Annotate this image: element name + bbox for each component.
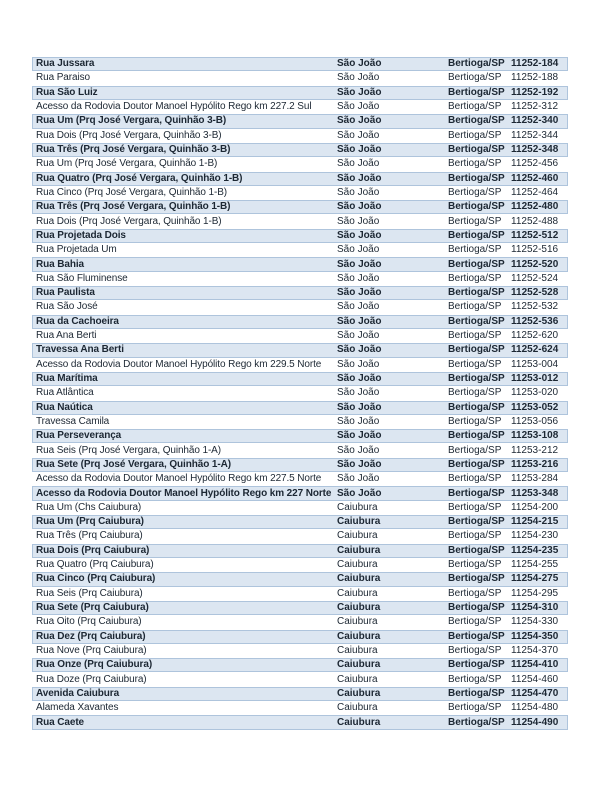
table-row: [32, 630, 568, 644]
street-name-cell: Rua Três (Prq José Vergara, Quinhão 1-B): [36, 201, 231, 213]
table-row: [32, 386, 568, 400]
cep-cell: 11252-520: [511, 258, 559, 270]
cep-cell: 11253-012: [511, 373, 559, 385]
district-cell: São João: [337, 358, 380, 370]
table-row: [32, 71, 568, 85]
table-row: [32, 358, 568, 372]
street-name-cell: Rua Dois (Prq Caiubura): [36, 544, 150, 556]
district-cell: Caiubura: [337, 516, 381, 528]
street-name-cell: Rua Bahia: [36, 258, 85, 270]
table-row: [32, 529, 568, 543]
district-cell: Caiubura: [337, 544, 381, 556]
street-name-cell: Rua Ana Berti: [36, 330, 97, 342]
city-state-cell: Bertioga/SP: [448, 72, 502, 84]
street-name-cell: Rua Marítima: [36, 373, 98, 385]
cep-cell: 11254-200: [511, 501, 559, 513]
street-name-cell: Rua São Luiz: [36, 86, 98, 98]
district-cell: São João: [337, 258, 382, 270]
cep-cell: 11254-235: [511, 544, 559, 556]
city-state-cell: Bertioga/SP: [448, 115, 505, 127]
street-name-cell: Rua da Cachoeira: [36, 315, 119, 327]
cep-cell: 11254-370: [511, 644, 559, 656]
district-cell: Caiubura: [337, 602, 381, 614]
cep-cell: 11254-480: [511, 702, 559, 714]
table-row: [32, 658, 568, 672]
cep-cell: 11253-108: [511, 430, 559, 442]
street-name-cell: Rua Seis (Prq José Vergara, Quinhão 1-A): [36, 444, 221, 456]
street-name-cell: Rua São Fluminense: [36, 272, 128, 284]
street-name-cell: Acesso da Rodovia Doutor Manoel Hypólito Rego km 227 Norte: [36, 487, 332, 499]
table-row: [32, 644, 568, 658]
cep-cell: 11253-020: [511, 387, 559, 399]
table-row: [32, 300, 568, 314]
table-row: [32, 572, 568, 586]
street-name-cell: Rua Jussara: [36, 58, 95, 70]
city-state-cell: Bertioga/SP: [448, 430, 505, 442]
district-cell: São João: [337, 444, 380, 456]
street-name-cell: Rua Projetada Um: [36, 244, 117, 256]
street-name-cell: Acesso da Rodovia Doutor Manoel Hypólito Rego km 227.5 Norte: [36, 473, 322, 485]
street-name-cell: Rua Dez (Prq Caiubura): [36, 630, 146, 642]
cep-cell: 11254-295: [511, 587, 559, 599]
city-state-cell: Bertioga/SP: [448, 516, 505, 528]
street-name-cell: Rua Paulista: [36, 287, 95, 299]
table-row: [32, 229, 568, 243]
cep-cell: 11252-192: [511, 86, 559, 98]
city-state-cell: Bertioga/SP: [448, 244, 502, 256]
district-cell: São João: [337, 487, 382, 499]
table-row: [32, 687, 568, 701]
city-state-cell: Bertioga/SP: [448, 358, 502, 370]
cep-cell: 11253-052: [511, 401, 559, 413]
street-name-cell: Rua Seis (Prq Caiubura): [36, 587, 143, 599]
district-cell: Caiubura: [337, 673, 378, 685]
table-row: [32, 715, 568, 729]
table-row: [32, 429, 568, 443]
street-name-cell: Travessa Camila: [36, 415, 110, 427]
city-state-cell: Bertioga/SP: [448, 659, 505, 671]
table-row: [32, 544, 568, 558]
city-state-cell: Bertioga/SP: [448, 473, 502, 485]
cep-cell: 11254-350: [511, 630, 559, 642]
city-state-cell: Bertioga/SP: [448, 101, 502, 113]
cep-cell: 11254-330: [511, 616, 559, 628]
cep-cell: 11252-488: [511, 215, 559, 227]
city-state-cell: Bertioga/SP: [448, 401, 505, 413]
city-state-cell: Bertioga/SP: [448, 387, 502, 399]
district-cell: São João: [337, 215, 380, 227]
table-row: [32, 558, 568, 572]
district-cell: São João: [337, 344, 382, 356]
cep-cell: 11253-212: [511, 444, 559, 456]
district-cell: São João: [337, 201, 382, 213]
district-cell: São João: [337, 458, 382, 470]
street-name-cell: Rua Um (Prq José Vergara, Quinhão 1-B): [36, 158, 218, 170]
street-cep-table: [32, 57, 568, 730]
city-state-cell: Bertioga/SP: [448, 544, 505, 556]
cep-cell: 11252-524: [511, 272, 559, 284]
city-state-cell: Bertioga/SP: [448, 315, 505, 327]
table-row: [32, 601, 568, 615]
street-name-cell: Rua Paraiso: [36, 72, 90, 84]
district-cell: São João: [337, 330, 380, 342]
street-name-cell: Alameda Xavantes: [36, 702, 119, 714]
city-state-cell: Bertioga/SP: [448, 602, 505, 614]
district-cell: São João: [337, 158, 380, 170]
street-name-cell: Rua Perseverança: [36, 430, 122, 442]
city-state-cell: Bertioga/SP: [448, 630, 505, 642]
cep-cell: 11253-348: [511, 487, 559, 499]
city-state-cell: Bertioga/SP: [448, 58, 505, 70]
district-cell: São João: [337, 144, 382, 156]
table-row: [32, 257, 568, 271]
cep-cell: 11252-188: [511, 72, 559, 84]
street-name-cell: Rua Oito (Prq Caiubura): [36, 616, 142, 628]
district-cell: São João: [337, 101, 380, 113]
cep-cell: 11252-344: [511, 129, 559, 141]
cep-cell: 11252-620: [511, 330, 559, 342]
table-row: [32, 214, 568, 228]
district-cell: São João: [337, 229, 382, 241]
district-cell: São João: [337, 86, 382, 98]
district-cell: Caiubura: [337, 559, 378, 571]
city-state-cell: Bertioga/SP: [448, 172, 505, 184]
table-row: [32, 615, 568, 629]
city-state-cell: Bertioga/SP: [448, 559, 502, 571]
street-name-cell: Rua Quatro (Prq Caiubura): [36, 559, 154, 571]
district-cell: Caiubura: [337, 587, 378, 599]
street-name-cell: Rua Atlântica: [36, 387, 94, 399]
table-row: [32, 129, 568, 143]
city-state-cell: Bertioga/SP: [448, 458, 505, 470]
city-state-cell: Bertioga/SP: [448, 258, 505, 270]
cep-cell: 11254-215: [511, 516, 559, 528]
cep-cell: 11252-532: [511, 301, 559, 313]
city-state-cell: Bertioga/SP: [448, 201, 505, 213]
table-row: [32, 372, 568, 386]
table-row: [32, 57, 568, 71]
cep-cell: 11252-340: [511, 115, 559, 127]
cep-cell: 11252-480: [511, 201, 559, 213]
district-cell: Caiubura: [337, 702, 378, 714]
district-cell: Caiubura: [337, 501, 378, 513]
cep-cell: 11252-464: [511, 186, 559, 198]
table-row: [32, 486, 568, 500]
district-cell: São João: [337, 72, 380, 84]
table-row: [32, 472, 568, 486]
table-row: [32, 401, 568, 415]
cep-cell: 11253-056: [511, 415, 559, 427]
city-state-cell: Bertioga/SP: [448, 272, 502, 284]
cep-cell: 11254-490: [511, 716, 559, 728]
street-name-cell: Rua Cinco (Prq José Vergara, Quinhão 1-B): [36, 186, 227, 198]
city-state-cell: Bertioga/SP: [448, 373, 505, 385]
district-cell: Caiubura: [337, 687, 381, 699]
district-cell: São João: [337, 244, 380, 256]
table-row: [32, 286, 568, 300]
city-state-cell: Bertioga/SP: [448, 158, 502, 170]
city-state-cell: Bertioga/SP: [448, 573, 505, 585]
street-name-cell: Rua Naútica: [36, 401, 93, 413]
street-name-cell: Rua Caete: [36, 716, 85, 728]
city-state-cell: Bertioga/SP: [448, 501, 502, 513]
district-cell: Caiubura: [337, 644, 378, 656]
city-state-cell: Bertioga/SP: [448, 716, 505, 728]
district-cell: São João: [337, 172, 382, 184]
street-name-cell: Rua Doze (Prq Caiubura): [36, 673, 147, 685]
district-cell: São João: [337, 373, 382, 385]
cep-cell: 11254-460: [511, 673, 559, 685]
city-state-cell: Bertioga/SP: [448, 644, 502, 656]
table-row: [32, 272, 568, 286]
table-row: [32, 701, 568, 715]
city-state-cell: Bertioga/SP: [448, 415, 502, 427]
cep-cell: 11252-512: [511, 229, 559, 241]
table-row: [32, 200, 568, 214]
district-cell: Caiubura: [337, 716, 381, 728]
city-state-cell: Bertioga/SP: [448, 344, 505, 356]
street-name-cell: Rua Um (Prq Caiubura): [36, 516, 144, 528]
street-name-cell: Rua Sete (Prq Caiubura): [36, 602, 149, 614]
city-state-cell: Bertioga/SP: [448, 587, 502, 599]
table-row: [32, 243, 568, 257]
cep-cell: 11252-460: [511, 172, 559, 184]
street-name-cell: Rua Sete (Prq José Vergara, Quinhão 1-A): [36, 458, 231, 470]
street-name-cell: Rua Quatro (Prq José Vergara, Quinhão 1-B): [36, 172, 243, 184]
city-state-cell: Bertioga/SP: [448, 687, 505, 699]
table-row: [32, 672, 568, 686]
cep-cell: 11252-528: [511, 287, 559, 299]
city-state-cell: Bertioga/SP: [448, 330, 502, 342]
table-row: [32, 501, 568, 515]
table-row: [32, 458, 568, 472]
cep-cell: 11254-470: [511, 687, 559, 699]
street-name-cell: Rua Onze (Prq Caiubura): [36, 659, 153, 671]
table-row: [32, 186, 568, 200]
cep-cell: 11252-516: [511, 244, 559, 256]
street-name-cell: Rua Dois (Prq José Vergara, Quinhão 1-B): [36, 215, 222, 227]
street-name-cell: Acesso da Rodovia Doutor Manoel Hypólito Rego km 227.2 Sul: [36, 101, 312, 113]
district-cell: São João: [337, 415, 380, 427]
city-state-cell: Bertioga/SP: [448, 215, 502, 227]
cep-cell: 11254-310: [511, 602, 559, 614]
city-state-cell: Bertioga/SP: [448, 673, 502, 685]
district-cell: São João: [337, 287, 382, 299]
table-row: [32, 315, 568, 329]
street-name-cell: Rua São José: [36, 301, 98, 313]
city-state-cell: Bertioga/SP: [448, 229, 505, 241]
district-cell: Caiubura: [337, 630, 381, 642]
city-state-cell: Bertioga/SP: [448, 301, 502, 313]
cep-cell: 11253-004: [511, 358, 559, 370]
city-state-cell: Bertioga/SP: [448, 186, 502, 198]
street-name-cell: Rua Dois (Prq José Vergara, Quinhão 3-B): [36, 129, 222, 141]
table-row: [32, 114, 568, 128]
city-state-cell: Bertioga/SP: [448, 702, 502, 714]
street-name-cell: Rua Três (Prq José Vergara, Quinhão 3-B): [36, 144, 231, 156]
table-row: [32, 587, 568, 601]
street-name-cell: Rua Um (Chs Caiubura): [36, 501, 142, 513]
street-name-cell: Avenida Caiubura: [36, 687, 120, 699]
table-row: [32, 100, 568, 114]
cep-cell: 11254-255: [511, 559, 559, 571]
table-row: [32, 443, 568, 457]
district-cell: São João: [337, 129, 380, 141]
cep-cell: 11252-348: [511, 144, 559, 156]
city-state-cell: Bertioga/SP: [448, 616, 502, 628]
table-row: [32, 415, 568, 429]
city-state-cell: Bertioga/SP: [448, 444, 502, 456]
district-cell: São João: [337, 315, 382, 327]
district-cell: São João: [337, 473, 380, 485]
district-cell: São João: [337, 430, 382, 442]
table-row: [32, 343, 568, 357]
cep-cell: 11252-456: [511, 158, 559, 170]
cep-cell: 11253-216: [511, 458, 559, 470]
table-row: [32, 172, 568, 186]
street-name-cell: Rua Cinco (Prq Caiubura): [36, 573, 156, 585]
street-name-cell: Travessa Ana Berti: [36, 344, 124, 356]
cep-cell: 11254-410: [511, 659, 559, 671]
table-row: [32, 329, 568, 343]
district-cell: Caiubura: [337, 659, 381, 671]
district-cell: São João: [337, 272, 380, 284]
cep-cell: 11252-624: [511, 344, 559, 356]
street-name-cell: Rua Três (Prq Caiubura): [36, 530, 143, 542]
street-name-cell: Acesso da Rodovia Doutor Manoel Hypólito Rego km 229.5 Norte: [36, 358, 322, 370]
cep-cell: 11254-275: [511, 573, 559, 585]
district-cell: São João: [337, 401, 382, 413]
city-state-cell: Bertioga/SP: [448, 129, 502, 141]
district-cell: São João: [337, 387, 380, 399]
city-state-cell: Bertioga/SP: [448, 530, 502, 542]
cep-cell: 11254-230: [511, 530, 559, 542]
street-name-cell: Rua Um (Prq José Vergara, Quinhão 3-B): [36, 115, 227, 127]
table-row: [32, 86, 568, 100]
cep-cell: 11252-536: [511, 315, 559, 327]
city-state-cell: Bertioga/SP: [448, 487, 505, 499]
district-cell: São João: [337, 186, 380, 198]
city-state-cell: Bertioga/SP: [448, 86, 505, 98]
street-name-cell: Rua Nove (Prq Caiubura): [36, 644, 147, 656]
table-row: [32, 143, 568, 157]
district-cell: São João: [337, 115, 382, 127]
district-cell: Caiubura: [337, 616, 378, 628]
district-cell: São João: [337, 58, 382, 70]
cep-cell: 11252-312: [511, 101, 559, 113]
table-row: [32, 157, 568, 171]
district-cell: Caiubura: [337, 530, 378, 542]
city-state-cell: Bertioga/SP: [448, 287, 505, 299]
city-state-cell: Bertioga/SP: [448, 144, 505, 156]
district-cell: São João: [337, 301, 380, 313]
district-cell: Caiubura: [337, 573, 381, 585]
street-name-cell: Rua Projetada Dois: [36, 229, 126, 241]
table-row: [32, 515, 568, 529]
cep-cell: 11253-284: [511, 473, 559, 485]
cep-cell: 11252-184: [511, 58, 559, 70]
